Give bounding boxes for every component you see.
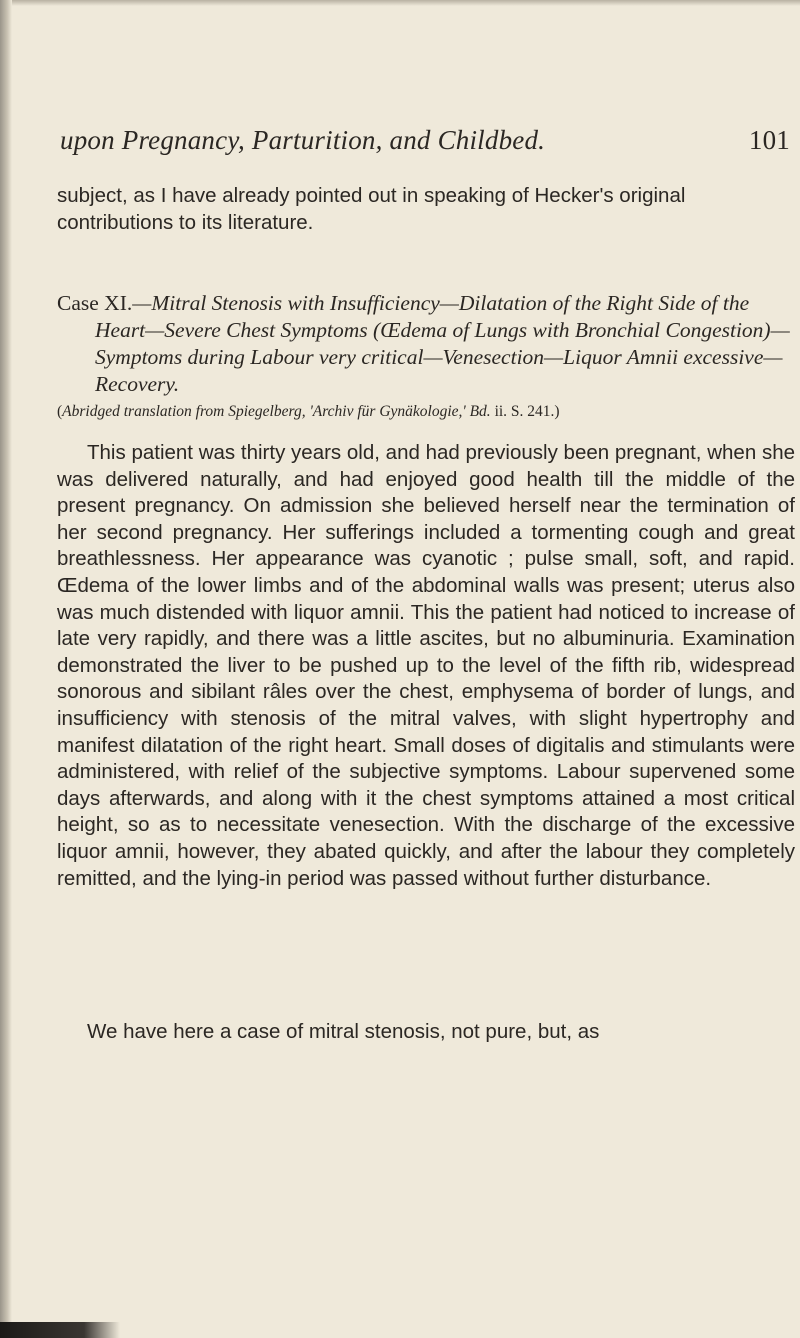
page-corner-shadow (0, 1322, 120, 1338)
citation (57, 402, 797, 422)
running-head (60, 125, 790, 156)
case-heading (57, 290, 797, 398)
intro-paragraph: subject, as I have already pointed out in speaking of Hecker's original contributions to its literature. (57, 184, 686, 234)
page-number: 101 (748, 125, 790, 155)
citation-open: ( (57, 403, 63, 420)
citation-reference: ii. S. 241.) (490, 403, 560, 420)
case-title: —Mitral Stenosis with Insufficiency—Dilatation of the Right Side of the Heart—Severe Chest Symptoms (Œdema of Lungs with Bronchial Congestion)—Symptoms during Labour very critical—Venesection—Liquor Amnii excessive—Recovery. (95, 291, 790, 396)
binding-shadow (0, 0, 12, 1338)
case-body-paragraph: This patient was thirty years old, and had previously been pregnant, when she was delivered naturally, and had enjoyed good health till the middle of the present pregnancy. On admission she believed herself near the termination of her second pregnancy. Her sufferings included a tormenting cough and great breathlessness. Her appearance was cyanotic ; pulse small, soft, and rapid. Œdema of the lower limbs and of the abdominal walls was present; uterus also was much distended with liquor amnii. This the patient had noticed to increase of late very rapidly, and there was a little ascites, but no albuminuria. Examination demonstrated the liver to be pushed up to the level of the fifth rib, widespread sonorous and sibilant râles over the chest, emphysema of border of lungs, and insufficiency with stenosis of the mitral valves, with slight hypertrophy and manifest dilatation of the right heart. Small doses of digitalis and stimulants were administered, with relief of the subjective symptoms. Labour supervened some days afterwards, and along with it the chest symptoms attained a most critical height, so as to necessitate venesection. With the discharge of the excessive liquor amnii, however, they abated quickly, and after the labour they completely remitted, and the lying-in period was passed without further disturbance. (57, 441, 795, 890)
citation-source: Abridged translation from Spiegelberg, 'Archiv für Gynäkologie,' Bd. (62, 403, 491, 420)
running-head-title: upon Pregnancy, Parturition, and Childbed. (60, 125, 546, 155)
case-label: Case XI. (57, 291, 133, 315)
page-top-edge (0, 0, 800, 6)
closing-paragraph: We have here a case of mitral stenosis, not pure, but, as (87, 1020, 600, 1043)
